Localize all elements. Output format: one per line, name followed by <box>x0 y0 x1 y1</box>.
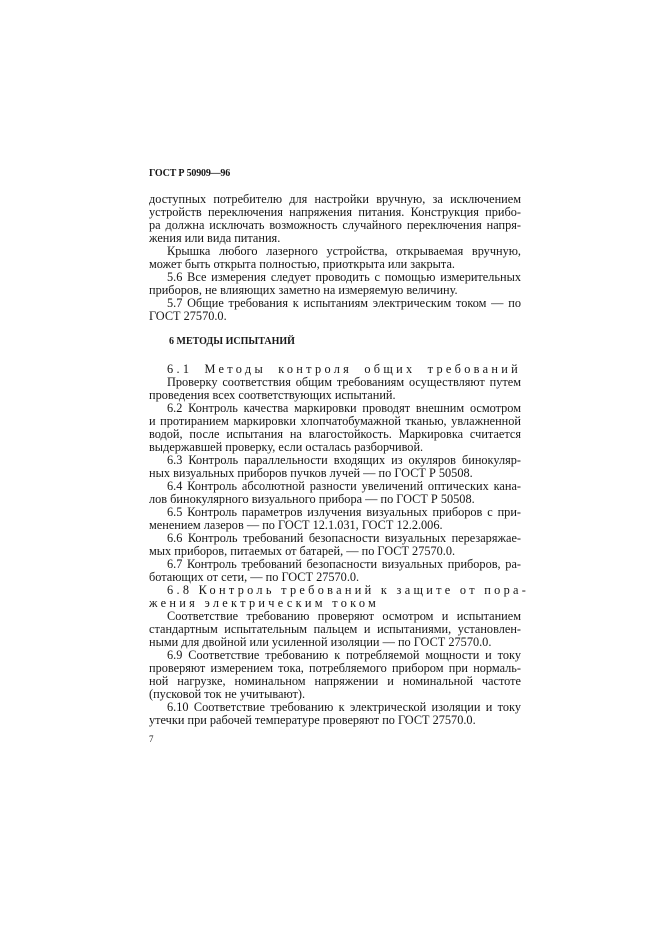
text-line: приборов, не влияющих заметно на измеряемую величину. <box>149 283 458 297</box>
text-line: 6.1 Методы контроля общих требований <box>167 362 521 376</box>
page-number: 7 <box>149 734 154 744</box>
text-line: выдержавшей проверку, если осталась разборчивой. <box>149 440 424 454</box>
text-line: ботающих от сети, — по ГОСТ 27570.0. <box>149 570 360 584</box>
text-line: 6.4 Контроль абсолютной разности увеличений оптических кана- <box>167 479 521 493</box>
text-line: утечки при рабочей температуре проверяют по ГОСТ 27570.0. <box>149 713 476 727</box>
text-line: водой, после испытания на влагостойкость. Маркировка считается <box>149 427 521 441</box>
text-line: Соответствие требованию проверяют осмотром и испытанием <box>167 609 521 623</box>
section-title: 6 МЕТОДЫ ИСПЫТАНИЙ <box>169 336 295 347</box>
text-line: жения электрическим током <box>149 596 380 610</box>
text-line: 6.2 Контроль качества маркировки проводят внешним осмотром <box>167 401 521 415</box>
text-line: 6.6 Контроль требований безопасности визуальных перезаряжае- <box>167 531 521 545</box>
text-line: 6.8 Контроль требований к защите от пора- <box>167 583 530 597</box>
text-line: Крышка любого лазерного устройства, открываемая вручную, <box>167 244 521 258</box>
text-line: и протиранием маркировки хлопчатобумажной тканью, увлажненной <box>149 414 521 428</box>
text-line: 5.6 Все измерения следует проводить с помощью измерительных <box>167 270 521 284</box>
text-line: ра должна исключать возможность случайного переключения напря- <box>149 218 521 232</box>
text-line: 6.5 Контроль параметров излучения визуальных приборов с при- <box>167 505 521 519</box>
text-line: 5.7 Общие требования к испытаниям электрическим током — по <box>167 296 521 310</box>
text-line: ГОСТ 27570.0. <box>149 309 227 323</box>
text-line: жения или вида питания. <box>149 231 281 245</box>
text-line: проверяют измерением тока, потребляемого прибором при нормаль- <box>149 661 521 675</box>
text-line: мых приборов, питаемых от батарей, — по ГОСТ 27570.0. <box>149 544 456 558</box>
text-line: ной нагрузке, номинальном напряжении и номинальной частоте <box>149 674 521 688</box>
text-line: Проверку соответствия общим требованиям осуществляют путем <box>167 375 521 389</box>
text-line: 6.7 Контроль требований безопасности визуальных приборов, ра- <box>167 557 521 571</box>
text-line: лов бинокулярного визуального прибора — по ГОСТ Р 50508. <box>149 492 475 506</box>
text-line: 6.9 Соответствие требованию к потребляемой мощности и току <box>167 648 521 662</box>
text-line: может быть открыта полностью, приоткрыта или закрыта. <box>149 257 455 271</box>
text-line: проведения всех соответствующих испытаний. <box>149 388 396 402</box>
text-line: 6.3 Контроль параллельности входящих из окуляров бинокуляр- <box>167 453 521 467</box>
text-line: ными для двойной или усиленной изоляции — по ГОСТ 27570.0. <box>149 635 492 649</box>
text-line: (пусковой ток не учитывают). <box>149 687 306 701</box>
text-line: устройств переключения напряжения питания. Конструкция прибо- <box>149 205 521 219</box>
document-header: ГОСТ Р 50909—96 <box>149 168 231 179</box>
text-line: стандартным испытательным пальцем и испытаниями, установлен- <box>149 622 521 636</box>
text-line: доступных потребителю для настройки вручную, за исключением <box>149 192 521 206</box>
text-line: менением лазеров — по ГОСТ 12.1.031, ГОСТ 12.2.006. <box>149 518 443 532</box>
text-line: 6.10 Соответствие требованию к электрической изоляции и току <box>167 700 521 714</box>
text-line: ных визуальных приборов пучков лучей — по ГОСТ Р 50508. <box>149 466 473 480</box>
